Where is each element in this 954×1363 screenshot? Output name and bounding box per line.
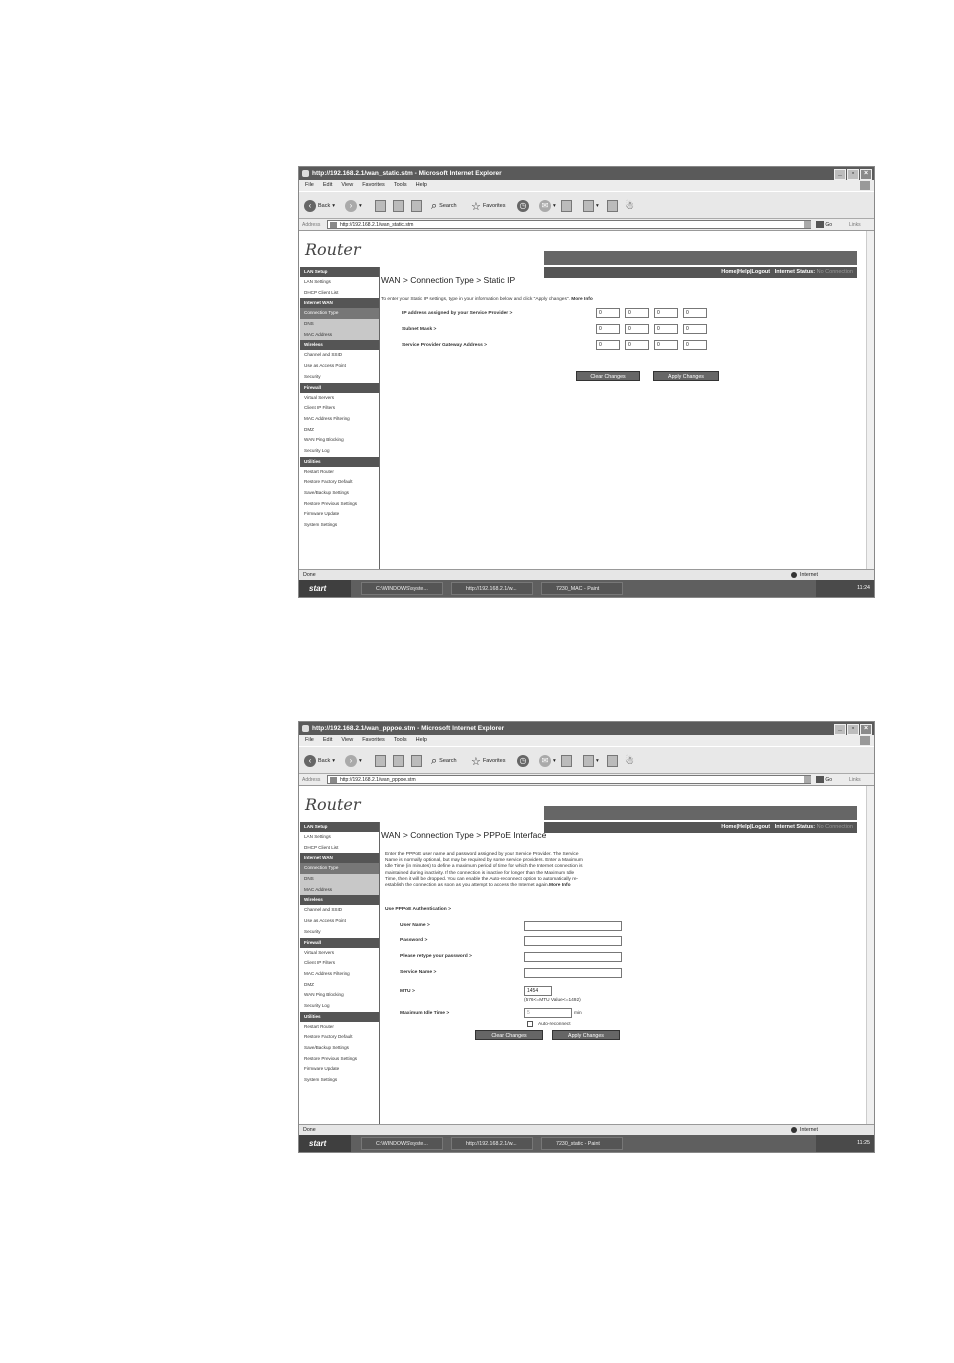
sidebar-item[interactable]: Restart Router	[304, 1023, 334, 1029]
go-button[interactable]: Go	[816, 221, 832, 228]
address-dropdown-icon[interactable]	[804, 776, 811, 783]
header-bar	[544, 806, 857, 820]
print-button[interactable]	[561, 198, 572, 214]
edit-icon	[583, 200, 594, 212]
window-titlebar	[299, 722, 874, 735]
mail-button[interactable]: ✉ ▾	[539, 753, 556, 769]
sidebar-item[interactable]: Security	[304, 373, 321, 379]
system-tray	[816, 580, 874, 597]
sidebar-item[interactable]: Restore Previous Settings	[304, 500, 358, 506]
intro-text: Enter the PPPoE user name and password assigned by your Service Provider. The Service Name is normally optional, but may be required by some service providers. Enter a Maximum Idle Time (in minutes) to define a maximum period of time for which the Internet connection is maintained during inactivity. If the connection is inactive for longer than the Maximum Idle Time, then it will be dropped. You can enable the Auto-reconnect option to automatically re- establish the connection as soon as you attempt to access the Internet again.More Info	[385, 852, 583, 889]
go-arrow-icon	[816, 776, 824, 783]
back-arrow-icon: ‹	[304, 200, 316, 212]
minimize-icon[interactable]: _	[834, 724, 846, 735]
status-text: Done	[303, 1127, 316, 1133]
window-controls	[834, 724, 872, 735]
ip-octet-2[interactable]: 0	[625, 308, 649, 318]
router-logo: Router	[305, 240, 361, 259]
edit-icon	[583, 755, 594, 767]
ip-octet-4[interactable]: 0	[683, 308, 707, 318]
sidebar-item[interactable]: Save/Backup Settings	[304, 490, 349, 495]
messenger-button[interactable]	[625, 753, 634, 769]
sidebar-item[interactable]: Use as Access Point	[304, 918, 346, 924]
stop-button[interactable]	[375, 753, 386, 769]
back-button[interactable]: ‹ Back ▾	[304, 753, 335, 769]
mtu-label: MTU >	[400, 989, 415, 994]
mask-octet-4[interactable]: 0	[683, 324, 707, 334]
history-icon: ◷	[517, 755, 529, 767]
address-bar	[299, 774, 874, 786]
password-input[interactable]	[524, 936, 622, 946]
router-page	[299, 231, 874, 569]
search-button[interactable]: ⌕ Search	[431, 754, 457, 767]
retype-password-label: Please retype your password >	[400, 954, 472, 959]
taskbar-item-cmd[interactable]: C:\WINDOWS\syste...	[361, 1137, 443, 1150]
home-button[interactable]	[411, 198, 422, 214]
clock: 11:24	[857, 585, 870, 591]
star-icon: ☆	[471, 755, 481, 768]
menu-help[interactable]: Help	[415, 182, 427, 188]
history-button[interactable]	[517, 198, 529, 214]
vertical-scrollbar[interactable]	[866, 786, 874, 1124]
stop-icon	[375, 200, 386, 212]
messenger-icon: ☃	[625, 755, 634, 767]
status-text: Done	[303, 572, 316, 578]
taskbar-item-paint[interactable]: 7230_MAC - Paint	[541, 582, 623, 595]
messenger-button[interactable]	[625, 198, 634, 214]
sidebar-item[interactable]: Restore Factory Default	[304, 1034, 353, 1040]
sidebar-item[interactable]: Client IP Filters	[304, 960, 336, 966]
globe-icon	[791, 1127, 797, 1133]
internet-status-label: Internet Status:	[774, 824, 816, 830]
internet-status-value: No Connection	[816, 269, 853, 275]
menu-tools[interactable]: Tools	[393, 737, 407, 743]
page-icon	[330, 777, 337, 783]
taskbar-item-ie[interactable]: http://192.168.2.1/w...	[451, 1137, 533, 1150]
gateway-label: Service Provider Gateway Address >	[402, 343, 488, 348]
taskbar	[299, 580, 874, 597]
sidebar-section-header: Utilities	[300, 457, 379, 467]
sidebar-item[interactable]: WAN Ping Blocking	[304, 992, 344, 998]
user-name-input[interactable]	[524, 921, 622, 931]
main-content	[381, 267, 866, 302]
service-name-input[interactable]	[524, 968, 622, 978]
windows-logo-icon	[860, 736, 870, 745]
sidebar-section-header: LAN Setup	[300, 267, 379, 277]
sidebar	[300, 822, 380, 1124]
sidebar-item[interactable]: Connection Type	[300, 863, 379, 874]
ip-address-label: IP address assigned by your Service Provider >	[402, 311, 513, 316]
address-input[interactable]: http://192.168.2.1/wan_pppoe.stm	[327, 775, 811, 784]
close-icon[interactable]: ×	[860, 169, 872, 180]
sidebar-item[interactable]: MAC Address	[300, 330, 379, 341]
sidebar-item[interactable]: LAN Settings	[304, 279, 331, 284]
gateway-octet-4[interactable]: 0	[683, 340, 707, 350]
sidebar-item[interactable]: DMZ	[304, 426, 314, 432]
window-title: http://192.168.2.1/wan_pppoe.stm - Microsoft Internet Explorer	[312, 725, 505, 732]
refresh-icon	[393, 755, 404, 767]
search-icon: ⌕	[431, 754, 438, 767]
sidebar-item[interactable]: Security Log	[304, 447, 330, 453]
stop-icon	[375, 755, 386, 767]
more-info-link[interactable]: More Info	[549, 883, 571, 889]
system-tray	[816, 1135, 874, 1152]
menu-file[interactable]: File	[305, 182, 314, 188]
window-controls	[834, 169, 872, 180]
discuss-button[interactable]	[607, 753, 618, 769]
mtu-input[interactable]: 1454	[524, 986, 552, 996]
menu-bar	[299, 735, 874, 746]
menu-help[interactable]: Help	[415, 737, 427, 743]
menu-favorites[interactable]: Favorites	[362, 737, 385, 743]
mail-button[interactable]: ✉ ▾	[539, 198, 556, 214]
start-button[interactable]: start	[299, 580, 351, 597]
favorites-button[interactable]: ☆ Favorites	[471, 755, 506, 768]
sidebar-item[interactable]: WAN Ping Blocking	[304, 437, 344, 443]
sidebar-section-header: Internet WAN	[300, 298, 379, 308]
page-title: WAN > Connection Type > PPPoE Interface	[381, 830, 547, 840]
auto-reconnect-label: Auto-reconnect	[538, 1022, 571, 1027]
links-button[interactable]: Links	[849, 777, 861, 783]
maximize-icon[interactable]: ▫	[847, 724, 859, 735]
sidebar-item[interactable]: DHCP Client List	[304, 844, 339, 850]
print-button[interactable]	[561, 753, 572, 769]
refresh-button[interactable]	[393, 753, 404, 769]
stop-button[interactable]	[375, 198, 386, 214]
menu-view[interactable]: View	[341, 182, 354, 188]
sidebar-item[interactable]: Virtual Servers	[304, 394, 335, 400]
minimize-icon[interactable]: _	[834, 169, 846, 180]
mask-octet-1[interactable]: 0	[596, 324, 620, 334]
sidebar-item[interactable]: Restore Factory Default	[304, 479, 353, 485]
clear-changes-button[interactable]: Clear Changes	[576, 371, 640, 381]
router-page	[299, 786, 874, 1124]
forward-arrow-icon: ›	[345, 200, 357, 212]
sidebar-item[interactable]: DNS	[300, 319, 379, 330]
sidebar-item[interactable]: LAN Settings	[304, 834, 331, 839]
sidebar-item[interactable]: Restore Previous Settings	[304, 1055, 358, 1061]
idle-unit: min	[574, 1011, 582, 1016]
top-nav-links[interactable]: Home|Help|Logout	[721, 269, 771, 275]
sidebar-item[interactable]: Security	[304, 928, 321, 934]
gateway-octet-1[interactable]: 0	[596, 340, 620, 350]
back-button[interactable]: ‹ Back ▾	[304, 198, 335, 214]
sidebar-item[interactable]: System Settings	[304, 522, 338, 528]
home-icon	[411, 200, 422, 212]
sidebar-item[interactable]: Virtual Servers	[304, 949, 335, 955]
vertical-scrollbar[interactable]	[866, 231, 874, 569]
header-bar	[544, 251, 857, 265]
window-title: http://192.168.2.1/wan_static.stm - Microsoft Internet Explorer	[312, 170, 502, 177]
address-label: Address	[302, 777, 321, 783]
status-bar	[299, 569, 874, 580]
sidebar-item[interactable]: Channel and SSID	[304, 907, 343, 913]
top-nav-links[interactable]: Home|Help|Logout	[721, 824, 771, 830]
internet-status-value: No Connection	[816, 824, 853, 830]
sidebar-section-header: LAN Setup	[300, 822, 379, 832]
maximize-icon[interactable]: ▫	[847, 169, 859, 180]
refresh-icon	[393, 200, 404, 212]
main-content	[381, 822, 866, 889]
forward-button[interactable]: › ▾	[345, 753, 362, 769]
status-bar	[299, 1124, 874, 1135]
ip-address-fields	[596, 308, 707, 318]
window-titlebar	[299, 167, 874, 180]
user-name-label: User Name >	[400, 923, 430, 928]
address-label: Address	[302, 222, 321, 228]
mtu-range-note: (576<=MTU Value<=1492)	[524, 998, 581, 1003]
sidebar-item[interactable]: Use as Access Point	[304, 363, 346, 369]
subnet-mask-label: Subnet Mask >	[402, 327, 437, 332]
sidebar-item[interactable]: DHCP Client List	[304, 289, 339, 295]
gateway-octet-3[interactable]: 0	[654, 340, 678, 350]
sidebar-item[interactable]: DNS	[300, 874, 379, 885]
clear-changes-button[interactable]: Clear Changes	[475, 1030, 543, 1040]
taskbar-item-cmd[interactable]: C:\WINDOWS\syste...	[361, 582, 443, 595]
sidebar-item[interactable]: Firmware Update	[304, 511, 340, 517]
sidebar-section-header: Utilities	[300, 1012, 379, 1022]
forward-button[interactable]: › ▾	[345, 198, 362, 214]
history-button[interactable]	[517, 753, 529, 769]
globe-icon	[791, 572, 797, 578]
edit-button[interactable]: ▾	[583, 198, 599, 214]
zone-indicator: Internet	[791, 1125, 818, 1135]
menu-file[interactable]: File	[305, 737, 314, 743]
menu-edit[interactable]: Edit	[322, 182, 333, 188]
sidebar-item[interactable]: Client IP Filters	[304, 405, 336, 411]
sidebar-item[interactable]: Restart Router	[304, 468, 334, 474]
menu-edit[interactable]: Edit	[322, 737, 333, 743]
sidebar-item[interactable]: Save/Backup Settings	[304, 1045, 349, 1050]
sidebar-section-header: Wireless	[300, 895, 379, 905]
search-icon: ⌕	[431, 199, 438, 212]
ip-octet-1[interactable]: 0	[596, 308, 620, 318]
home-button[interactable]	[411, 753, 422, 769]
ie-icon	[302, 725, 309, 732]
apply-changes-button[interactable]: Apply Changes	[552, 1030, 620, 1040]
windows-logo-icon	[860, 181, 870, 190]
links-button[interactable]: Links	[849, 222, 861, 228]
forward-arrow-icon: ›	[345, 755, 357, 767]
sidebar-section-header: Wireless	[300, 340, 379, 350]
ie-icon	[302, 170, 309, 177]
sidebar-section-header: Firewall	[300, 383, 379, 393]
auto-reconnect-checkbox[interactable]	[527, 1021, 533, 1027]
address-bar	[299, 219, 874, 231]
sidebar-item[interactable]: Channel and SSID	[304, 352, 343, 358]
mail-icon: ✉	[539, 200, 551, 212]
sidebar-item[interactable]: MAC Address	[300, 885, 379, 896]
edit-button[interactable]: ▾	[583, 753, 599, 769]
back-arrow-icon: ‹	[304, 755, 316, 767]
star-icon: ☆	[471, 200, 481, 213]
retype-password-input[interactable]	[524, 952, 622, 962]
intro-text: To enter your Static IP settings, type in your information below and click "Apply changes". More Info	[381, 297, 593, 302]
router-logo: Router	[305, 795, 361, 814]
subnet-mask-fields	[596, 324, 707, 334]
max-idle-time-input[interactable]: 5	[524, 1008, 572, 1018]
browser-toolbar	[299, 191, 874, 219]
go-arrow-icon	[816, 221, 824, 228]
internet-status-label: Internet Status:	[774, 269, 816, 275]
sidebar-section-header: Firewall	[300, 938, 379, 948]
pppoe-screenshot	[299, 722, 874, 1152]
taskbar-item-ie[interactable]: http://192.168.2.1/w...	[451, 582, 533, 595]
discuss-button[interactable]	[607, 198, 618, 214]
go-button[interactable]: Go	[816, 776, 832, 783]
gateway-octet-2[interactable]: 0	[625, 340, 649, 350]
messenger-icon: ☃	[625, 200, 634, 212]
menu-view[interactable]: View	[341, 737, 354, 743]
use-pppoe-auth-label: Use PPPoE Authentication >	[385, 907, 451, 912]
clock: 11:25	[857, 1140, 870, 1146]
menu-bar	[299, 180, 874, 191]
menu-tools[interactable]: Tools	[393, 182, 407, 188]
close-icon[interactable]: ×	[860, 724, 872, 735]
address-dropdown-icon[interactable]	[804, 221, 811, 228]
sidebar-item[interactable]: Security Log	[304, 1002, 330, 1008]
home-icon	[411, 755, 422, 767]
search-button[interactable]: ⌕ Search	[431, 199, 457, 212]
sidebar-item[interactable]: System Settings	[304, 1077, 338, 1083]
print-icon	[561, 755, 572, 767]
start-button[interactable]: start	[299, 1135, 351, 1152]
page-title: WAN > Connection Type > Static IP	[381, 275, 516, 285]
taskbar	[299, 1135, 874, 1152]
sidebar	[300, 267, 380, 569]
address-input[interactable]: http://192.168.2.1/wan_static.stm	[327, 220, 811, 229]
mask-octet-3[interactable]: 0	[654, 324, 678, 334]
more-info-link[interactable]: More Info	[571, 297, 593, 302]
sidebar-item[interactable]: Firmware Update	[304, 1066, 340, 1072]
history-icon: ◷	[517, 200, 529, 212]
mail-icon: ✉	[539, 755, 551, 767]
service-name-label: Service Name >	[400, 970, 437, 975]
sidebar-item[interactable]: DMZ	[304, 981, 314, 987]
static-ip-screenshot	[299, 167, 874, 597]
sidebar-item[interactable]: MAC Address Filtering	[304, 415, 350, 421]
mask-octet-2[interactable]: 0	[625, 324, 649, 334]
password-label: Password >	[400, 938, 428, 943]
ip-octet-3[interactable]: 0	[654, 308, 678, 318]
favorites-button[interactable]: ☆ Favorites	[471, 200, 506, 213]
menu-favorites[interactable]: Favorites	[362, 182, 385, 188]
sidebar-item[interactable]: MAC Address Filtering	[304, 970, 350, 976]
sidebar-item[interactable]: Connection Type	[300, 308, 379, 319]
page-icon	[330, 222, 337, 228]
taskbar-item-paint[interactable]: 7230_static - Paint	[541, 1137, 623, 1150]
sidebar-section-header: Internet WAN	[300, 853, 379, 863]
apply-changes-button[interactable]: Apply Changes	[653, 371, 719, 381]
print-icon	[561, 200, 572, 212]
browser-toolbar	[299, 746, 874, 774]
max-idle-time-label: Maximum Idle Time >	[400, 1011, 450, 1016]
discuss-icon	[607, 200, 618, 212]
refresh-button[interactable]	[393, 198, 404, 214]
gateway-fields	[596, 340, 707, 350]
discuss-icon	[607, 755, 618, 767]
zone-indicator: Internet	[791, 570, 818, 580]
